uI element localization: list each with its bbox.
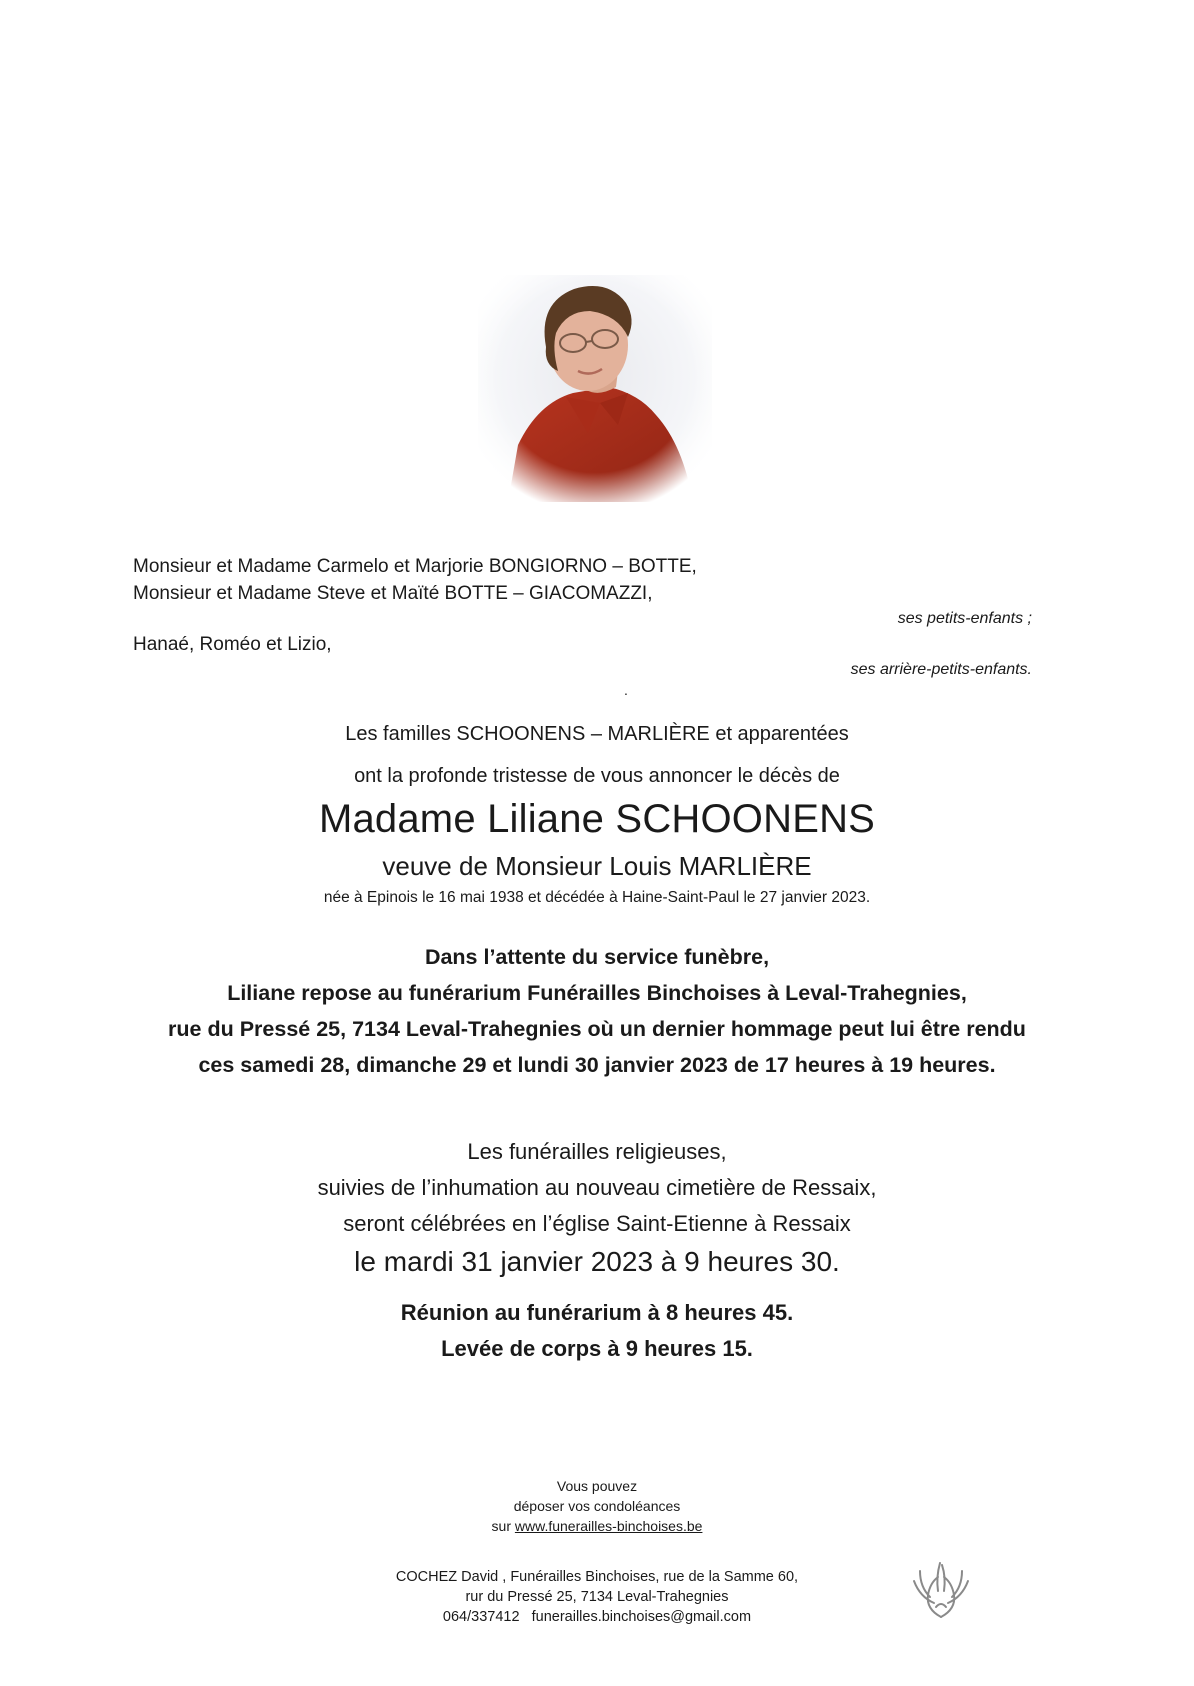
phoenix-logo-icon — [906, 1557, 976, 1621]
condolences-line-3 — [0, 1516, 1194, 1536]
footer-contact — [0, 1607, 1194, 1627]
funeral-line-3: seront célébrées en l’église Saint-Etienne à Ressaix — [343, 1211, 851, 1236]
funeral-date-time: le mardi 31 janvier 2023 à 9 heures 30. — [354, 1246, 840, 1277]
condolences-link[interactable]: www.funerailles-binchoises.be — [514, 1518, 703, 1534]
lifting-time: Levée de corps à 9 heures 15. — [441, 1336, 753, 1361]
footer-email: funerailles.binchoises@gmail.com — [531, 1609, 752, 1625]
wake-line-3: rue du Pressé 25, 7134 Leval-Trahegnies où un dernier hommage peut lui être rendu — [168, 1017, 1026, 1041]
footer-block — [0, 1567, 1194, 1627]
wake-line-1: Dans l’attente du service funèbre, — [424, 945, 770, 969]
funeral-line-1: Les funérailles religieuses, — [467, 1139, 727, 1164]
intro-line: ont la profonde tristesse de vous annoncer le décès de — [354, 765, 840, 787]
wake-line-2: Liliane repose au funérarium Funérailles Binchoises à Leval-Trahegnies, — [227, 981, 967, 1005]
footer-line-2: rur du Pressé 25, 7134 Leval-Trahegnies — [465, 1589, 729, 1605]
funeral-line-2: suivies de l’inhumation au nouveau cimetière de Ressaix, — [317, 1175, 877, 1200]
portrait-photo-icon — [478, 275, 712, 502]
footer-line-1: COCHEZ David , Funérailles Binchoises, rue de la Samme 60, — [395, 1569, 799, 1585]
separator-dot: . — [624, 682, 628, 698]
birth-death-dates: née à Epinois le 16 mai 1938 et décédée à Haine-Saint-Paul le 27 janvier 2023. — [323, 889, 871, 906]
wake-line-4: ces samedi 28, dimanche 29 et lundi 30 janvier 2023 de 17 heures à 19 heures. — [198, 1053, 996, 1077]
widow-of: veuve de Monsieur Louis MARLIÈRE — [382, 851, 812, 881]
condolences-line-2: déposer vos condoléances — [513, 1498, 681, 1514]
great-grandchildren-line: Hanaé, Roméo et Lizio, — [133, 634, 332, 655]
deceased-name: Madame Liliane SCHOONENS — [318, 797, 876, 841]
portrait-photo — [478, 275, 712, 502]
great-grandchildren-relation: ses arrière-petits-enfants. — [850, 661, 1032, 678]
meeting-time: Réunion au funérarium à 8 heures 45. — [400, 1300, 794, 1325]
grandchildren-relation: ses petits-enfants ; — [897, 610, 1032, 627]
condolences-prefix: sur — [491, 1518, 515, 1534]
grandchildren-line-1: Monsieur et Madame Carmelo et Marjorie BONGIORNO – BOTTE, — [133, 556, 697, 577]
footer-phone: 064/337412 — [442, 1609, 520, 1625]
families-line: Les familles SCHOONENS – MARLIÈRE et apparentées — [345, 723, 849, 745]
condolences-line-1: Vous pouvez — [556, 1478, 638, 1494]
grandchildren-line-2: Monsieur et Madame Steve et Maïté BOTTE – GIACOMAZZI, — [133, 583, 653, 604]
condolences-block — [0, 1476, 1194, 1536]
